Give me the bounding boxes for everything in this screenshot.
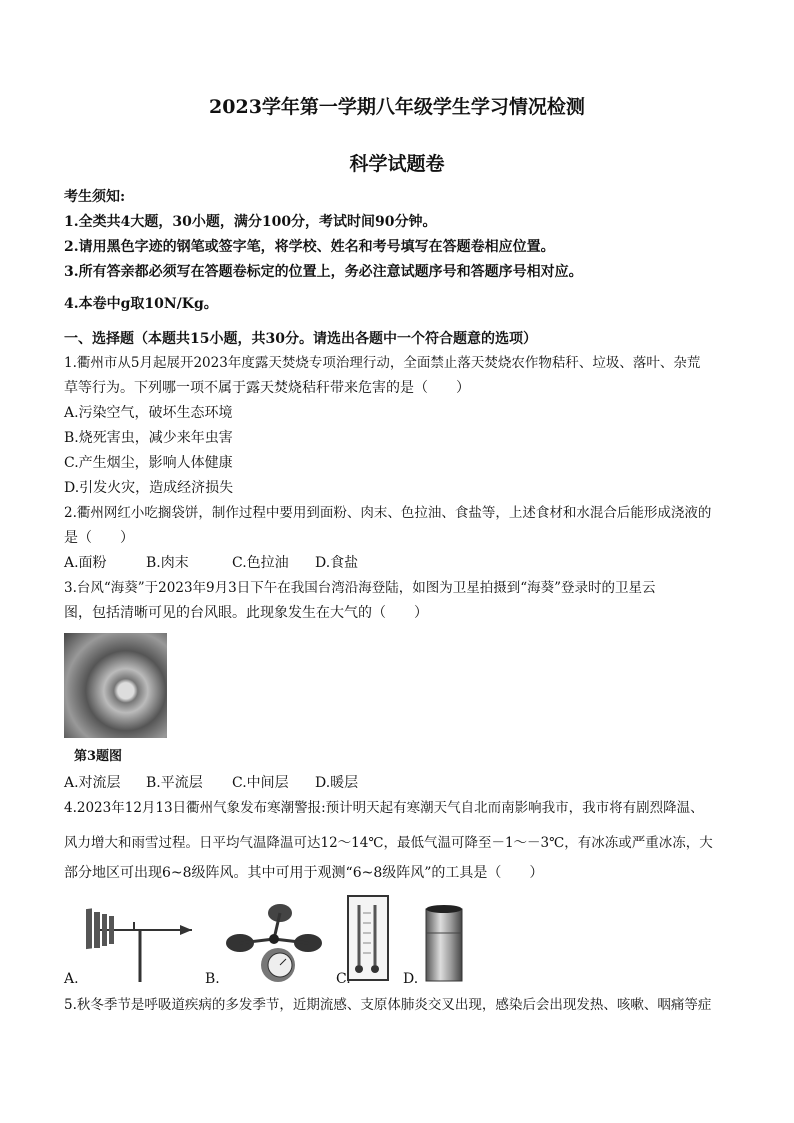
thermometer-icon — [345, 893, 391, 983]
question-text: 草等行为。下列哪一项不属于露天焚烧秸秆带来危害的是（ ） — [64, 380, 470, 396]
notice-heading: 考生须知: — [64, 189, 126, 205]
option: B.平流层 — [146, 775, 203, 791]
option: A. — [64, 971, 79, 987]
question-text: 图，包括清晰可见的台风眼。此现象发生在大气的（ ） — [64, 605, 428, 621]
notice-item: 1.全类共4大题，30小题，满分100分，考试时间90分钟。 — [64, 214, 437, 230]
satellite-cloud-image — [64, 633, 167, 738]
question-text: 1.衢州市从5月起展开2023年度露天焚烧专项治理行动，全面禁止落天焚烧农作物秸秆、垃圾、落叶、杂荒 — [64, 355, 701, 371]
question-text: 是（ ） — [64, 530, 134, 546]
option: D.暖层 — [315, 775, 359, 791]
option: C.色拉油 — [232, 555, 289, 571]
notice-item: 4.本卷中g取10N/Kg。 — [64, 296, 218, 312]
option: A.面粉 — [64, 555, 107, 571]
rain-gauge-icon — [422, 903, 466, 983]
option: C. — [336, 971, 351, 987]
option: D. — [403, 971, 419, 987]
section-heading: 一、选择题（本题共15小题，共30分。请选出各题中一个符合题意的选项） — [64, 331, 537, 347]
option: A.对流层 — [64, 775, 121, 791]
figure-caption: 第3题图 — [74, 749, 123, 764]
option: C.产生烟尘，影响人体健康 — [64, 455, 233, 471]
page-title: 2023学年第一学期八年级学生学习情况检测 — [209, 96, 585, 118]
option: D.食盐 — [315, 555, 359, 571]
anemometer-icon — [220, 893, 330, 983]
question-text: 4.2023年12月13日衢州气象发布寒潮警报:预计明天起有寒潮天气自北而南影响我市，我市将有剧烈降温、 — [64, 800, 704, 816]
wind-vane-icon — [80, 900, 198, 982]
question-text: 5.秋冬季节是呼吸道疾病的多发季节，近期流感、支原体肺炎交叉出现，感染后会出现发热、咳嗽、咽痛等症 — [64, 997, 712, 1013]
option: B. — [205, 971, 220, 987]
option: B.肉末 — [146, 555, 189, 571]
option: D.引发火灾，造成经济损失 — [64, 480, 234, 496]
notice-item: 3.所有答亲都必须写在答题卷标定的位置上，务必注意试题序号和答题序号相对应。 — [64, 264, 583, 280]
question-text: 2.衢州网红小吃搁袋饼，制作过程中要用到面粉、肉末、色拉油、食盐等，上述食材和水混合后能形成浇液的 — [64, 505, 712, 521]
page-subtitle: 科学试题卷 — [349, 153, 445, 175]
option: B.烧死害虫，减少来年虫害 — [64, 430, 233, 446]
option: C.中间层 — [232, 775, 289, 791]
question-text: 3.台风“海葵”于2023年9月3日下午在我国台湾沿海登陆，如图为卫星拍摄到“海葵”登录时的卫星云 — [64, 580, 656, 596]
notice-item: 2.请用黑色字迹的钢笔或签字笔，将学校、姓名和考号填写在答题卷相应位置。 — [64, 239, 555, 255]
question-text: 风力增大和雨雪过程。日平均气温降温可达12～14℃，最低气温可降至－1～－3℃，有冰冻或严重冰冻，大 — [64, 835, 713, 851]
option: A.污染空气，破坏生态环境 — [64, 405, 233, 421]
question-text: 部分地区可出现6~8级阵风。其中可用于观测“6~8级阵风”的工具是（ ） — [64, 865, 544, 881]
